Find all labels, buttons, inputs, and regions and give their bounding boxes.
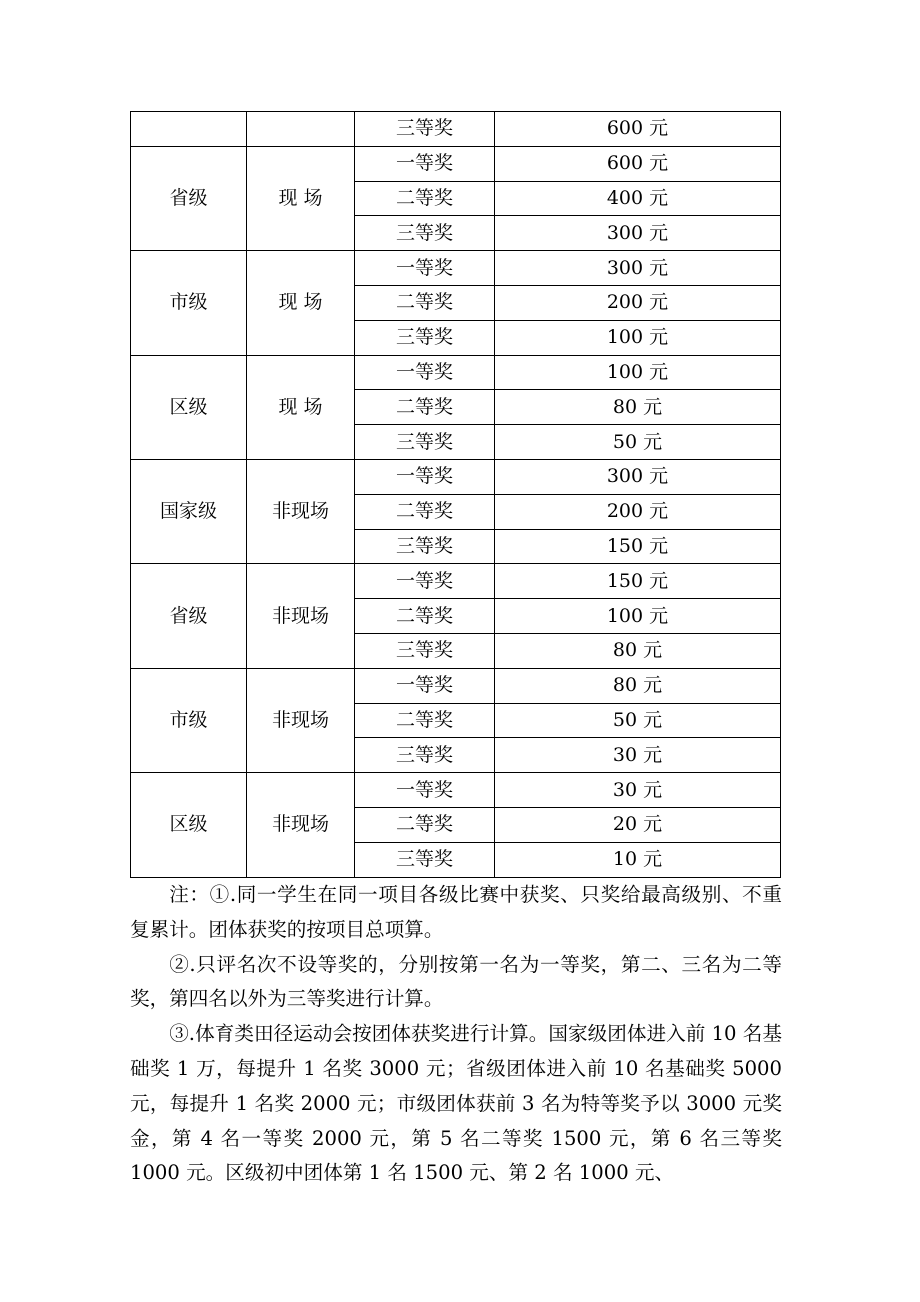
note-3: ③.体育类田径运动会按团体获奖进行计算。国家级团体进入前 10 名基础奖 1 万，每提升 1 名奖 3000 元；省级团体进入前 10 名基础奖 5000 元，每提升 1 名奖 2000 元；市级团体获前 3 名为特等奖予以 3000 元奖金，第 4 名一等奖 2000 元，第 5 名二等奖 1500 元，第 6 名三等奖 1000 元。区级初中团体第 1 名 1500 元、第 2 名 1000 元、	[130, 1022, 782, 1185]
prize-cell: 三等奖	[355, 112, 495, 147]
amount-cell: 50 元	[495, 425, 781, 460]
prize-cell: 三等奖	[355, 842, 495, 877]
amount-cell: 200 元	[495, 285, 781, 320]
prize-cell: 一等奖	[355, 459, 495, 494]
venue-cell: 现 场	[247, 251, 355, 355]
prize-cell: 二等奖	[355, 494, 495, 529]
venue-cell: 现 场	[247, 146, 355, 250]
amount-cell: 30 元	[495, 773, 781, 808]
level-cell: 省级	[131, 146, 247, 250]
table-row	[131, 146, 781, 181]
venue-cell: 非现场	[247, 564, 355, 668]
amount-cell: 100 元	[495, 355, 781, 390]
prize-cell: 三等奖	[355, 633, 495, 668]
prize-cell: 一等奖	[355, 355, 495, 390]
level-cell: 市级	[131, 251, 247, 355]
venue-cell: 非现场	[247, 668, 355, 772]
amount-cell: 80 元	[495, 668, 781, 703]
prize-cell: 二等奖	[355, 390, 495, 425]
prize-cell: 三等奖	[355, 320, 495, 355]
prize-cell: 二等奖	[355, 285, 495, 320]
table-row	[131, 112, 781, 147]
amount-cell: 80 元	[495, 390, 781, 425]
venue-cell	[247, 112, 355, 147]
amount-cell: 30 元	[495, 738, 781, 773]
level-cell: 市级	[131, 668, 247, 772]
prize-cell: 三等奖	[355, 529, 495, 564]
amount-cell: 10 元	[495, 842, 781, 877]
prize-cell: 一等奖	[355, 668, 495, 703]
level-cell: 区级	[131, 773, 247, 877]
level-cell: 国家级	[131, 459, 247, 563]
amount-cell: 50 元	[495, 703, 781, 738]
prize-cell: 二等奖	[355, 181, 495, 216]
table-row	[131, 668, 781, 703]
prize-cell: 二等奖	[355, 807, 495, 842]
amount-cell: 300 元	[495, 251, 781, 286]
prize-cell: 三等奖	[355, 425, 495, 460]
venue-cell: 非现场	[247, 459, 355, 563]
table-row	[131, 773, 781, 808]
prize-cell: 二等奖	[355, 599, 495, 634]
level-cell	[131, 112, 247, 147]
venue-cell: 现 场	[247, 355, 355, 459]
notes-section	[130, 878, 782, 1191]
prize-cell: 二等奖	[355, 703, 495, 738]
amount-cell: 400 元	[495, 181, 781, 216]
amount-cell: 150 元	[495, 529, 781, 564]
table-row	[131, 564, 781, 599]
amount-cell: 80 元	[495, 633, 781, 668]
award-table	[130, 111, 781, 878]
prize-cell: 一等奖	[355, 773, 495, 808]
amount-cell: 20 元	[495, 807, 781, 842]
table-row	[131, 459, 781, 494]
amount-cell: 200 元	[495, 494, 781, 529]
amount-cell: 600 元	[495, 112, 781, 147]
amount-cell: 300 元	[495, 216, 781, 251]
level-cell: 省级	[131, 564, 247, 668]
table-row	[131, 355, 781, 390]
level-cell: 区级	[131, 355, 247, 459]
amount-cell: 300 元	[495, 459, 781, 494]
award-table-body	[131, 112, 781, 878]
prize-cell: 三等奖	[355, 738, 495, 773]
amount-cell: 600 元	[495, 146, 781, 181]
table-row	[131, 251, 781, 286]
amount-cell: 100 元	[495, 599, 781, 634]
amount-cell: 100 元	[495, 320, 781, 355]
prize-cell: 三等奖	[355, 216, 495, 251]
note-1: 注：①.同一学生在同一项目各级比赛中获奖、只奖给最高级别、不重复累计。团体获奖的按项目总项算。	[130, 883, 782, 941]
prize-cell: 一等奖	[355, 146, 495, 181]
amount-cell: 150 元	[495, 564, 781, 599]
note-2: ②.只评名次不设等奖的，分别按第一名为一等奖，第二、三名为二等奖，第四名以外为三等奖进行计算。	[130, 952, 782, 1011]
venue-cell: 非现场	[247, 773, 355, 877]
prize-cell: 一等奖	[355, 251, 495, 286]
prize-cell: 一等奖	[355, 564, 495, 599]
